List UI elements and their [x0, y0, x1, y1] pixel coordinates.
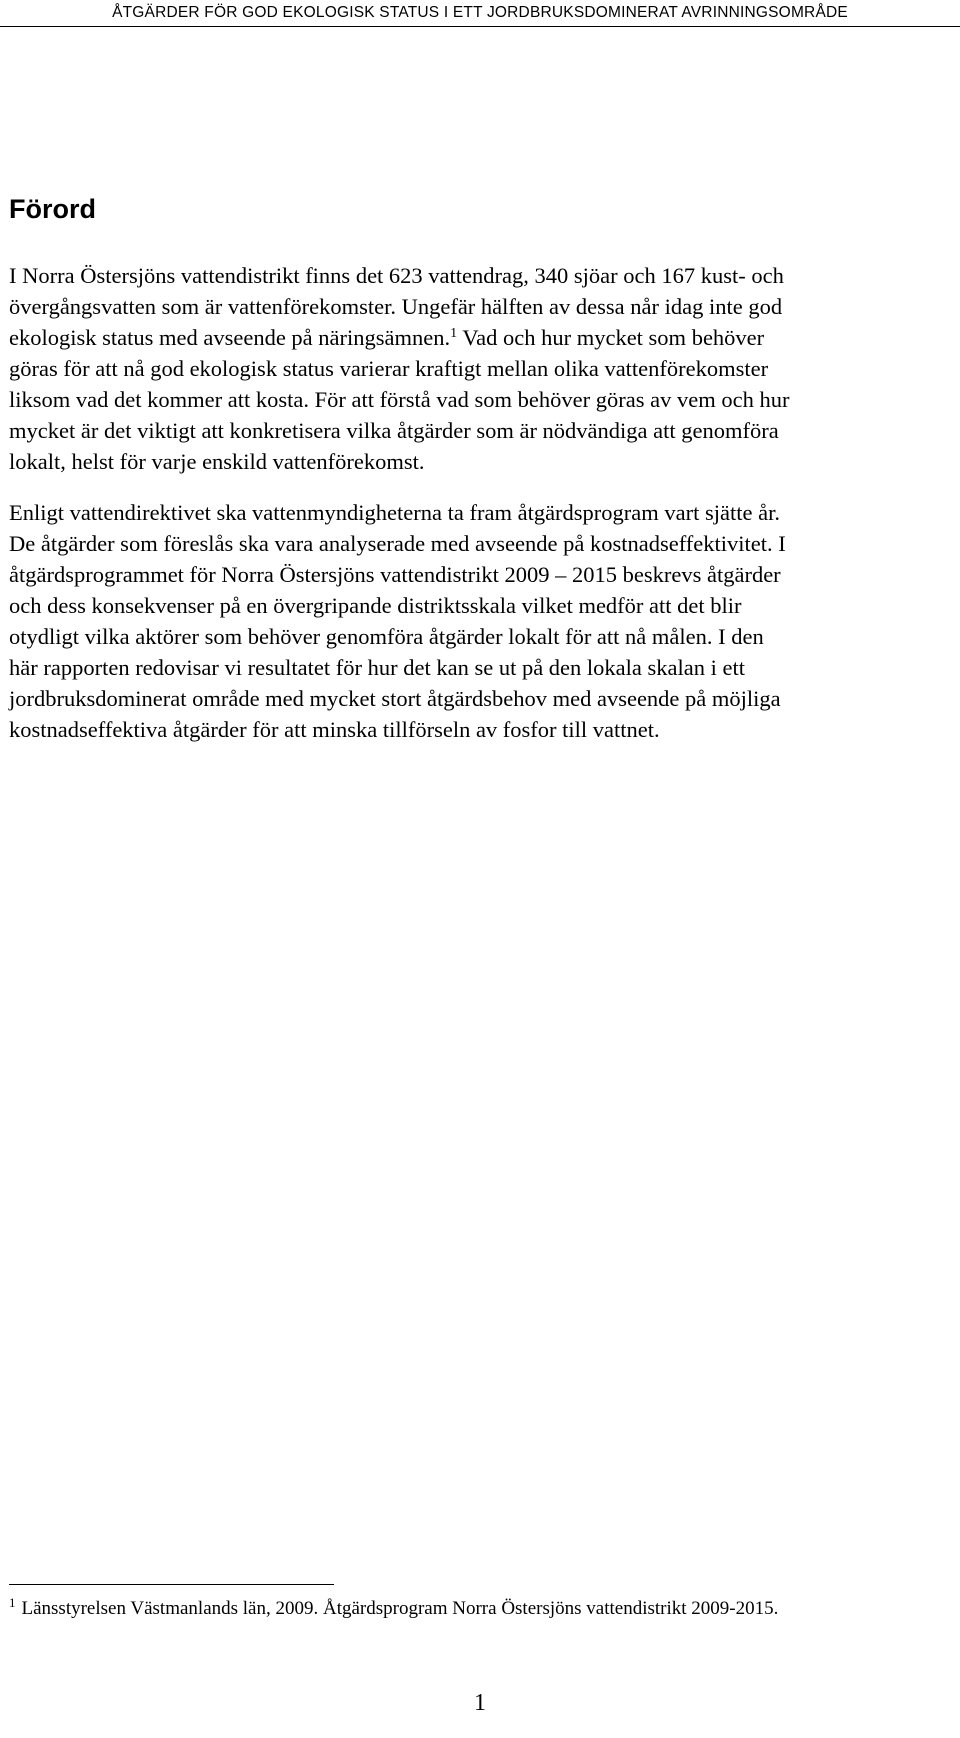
- paragraph-line: Enligt vattendirektivet ska vattenmyndigheterna ta fram åtgärdsprogram vart sjätte år.: [9, 500, 780, 525]
- paragraph-line: här rapporten redovisar vi resultatet för hur det kan se ut på den lokala skalan i ett: [9, 655, 745, 680]
- paragraph-2: [9, 497, 957, 745]
- page-number: 1: [474, 1690, 486, 1716]
- footnote-number: 1: [9, 1595, 16, 1610]
- paragraph-line-with-footnote: [9, 322, 957, 353]
- footnote-text: Länsstyrelsen Västmanlands län, 2009. Åtgärdsprogram Norra Östersjöns vattendistrikt 2009-2015.: [21, 1598, 779, 1619]
- footnote-separator: [9, 1584, 334, 1585]
- paragraph-line: kostnadseffektiva åtgärder för att minska tillförseln av fosfor till vattnet.: [9, 717, 660, 742]
- footnote: [9, 1595, 779, 1620]
- paragraph-line: och dess konsekvenser på en övergripande distriktsskala vilket medför att det blir: [9, 593, 742, 618]
- paragraph-line: jordbruksdominerat område med mycket stort åtgärdsbehov med avseende på möjliga: [9, 686, 781, 711]
- paragraph-line: åtgärdsprogrammet för Norra Östersjöns vattendistrikt 2009 – 2015 beskrevs åtgärder: [9, 562, 781, 587]
- paragraph-line: De åtgärder som föreslås ska vara analyserade med avseende på kostnadseffektivitet. I: [9, 531, 786, 556]
- paragraph-line: liksom vad det kommer att kosta. För att förstå vad som behöver göras av vem och hur: [9, 387, 790, 412]
- header-rule: [0, 26, 960, 27]
- section-title: Förord: [9, 194, 96, 224]
- footnote-reference[interactable]: 1: [450, 326, 458, 341]
- paragraph-line: I Norra Östersjöns vattendistrikt finns det 623 vattendrag, 340 sjöar och 167 kust- och: [9, 263, 784, 288]
- paragraph-line-part: ekologisk status med avseende på näringsämnen.: [9, 325, 451, 350]
- paragraph-line: otydligt vilka aktörer som behöver genomföra åtgärder lokalt för att nå målen. I den: [9, 624, 764, 649]
- paragraph-line: lokalt, helst för varje enskild vattenförekomst.: [9, 449, 425, 474]
- paragraph-line: mycket är det viktigt att konkretisera vilka åtgärder som är nödvändiga att genomföra: [9, 418, 779, 443]
- paragraph-1: [9, 260, 957, 477]
- paragraph-line: göras för att nå god ekologisk status varierar kraftigt mellan olika vattenförekomster: [9, 356, 769, 381]
- running-header: ÅTGÄRDER FÖR GOD EKOLOGISK STATUS I ETT JORDBRUKSDOMINERAT AVRINNINGSOMRÅDE: [112, 4, 848, 21]
- paragraph-line: övergångsvatten som är vattenförekomster. Ungefär hälften av dessa når idag inte god: [9, 294, 783, 319]
- paragraph-line-part: Vad och hur mycket som behöver: [462, 325, 765, 350]
